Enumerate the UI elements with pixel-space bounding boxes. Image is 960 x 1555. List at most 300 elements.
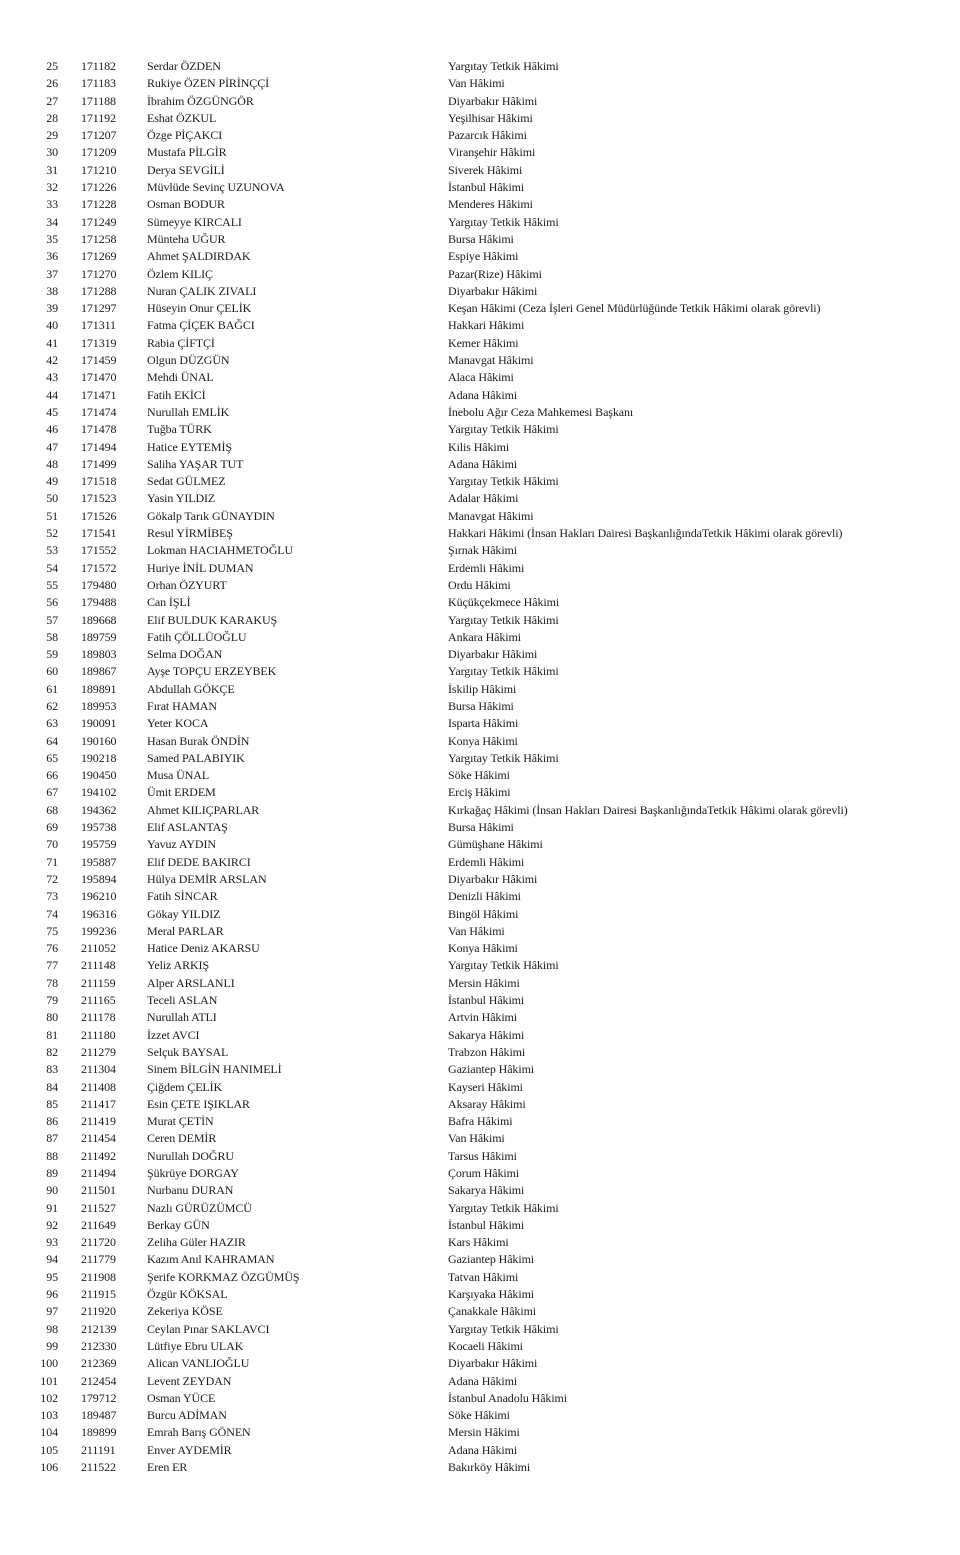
- duty-station: Erciş Hâkimi: [448, 785, 511, 800]
- appointment-list: [0, 58, 960, 1476]
- row-number: 56: [46, 595, 58, 610]
- registry-number: 171552: [81, 543, 117, 558]
- table-row: [0, 681, 960, 698]
- table-row: [0, 854, 960, 871]
- registry-number: 212369: [81, 1356, 117, 1371]
- duty-station: Kemer Hâkimi: [448, 335, 519, 350]
- registry-number: 171228: [81, 197, 117, 212]
- registry-number: 171269: [81, 249, 117, 264]
- row-number: 88: [46, 1148, 58, 1163]
- person-name: Burcu ADİMAN: [147, 1408, 227, 1423]
- table-row: [0, 957, 960, 974]
- duty-station: Gümüşhane Hâkimi: [448, 837, 543, 852]
- row-number: 30: [46, 145, 58, 160]
- table-row: [0, 1424, 960, 1441]
- person-name: Hasan Burak ÖNDİN: [147, 733, 250, 748]
- person-name: Özlem KILIÇ: [147, 266, 213, 281]
- row-number: 75: [46, 923, 58, 938]
- table-row: [0, 802, 960, 819]
- registry-number: 211178: [81, 1010, 116, 1025]
- registry-number: 171210: [81, 162, 117, 177]
- person-name: Ayşe TOPÇU ERZEYBEK: [147, 664, 277, 679]
- row-number: 101: [40, 1373, 58, 1388]
- duty-station: Yargıtay Tetkik Hâkimi: [448, 958, 559, 973]
- table-row: [0, 439, 960, 456]
- registry-number: 211720: [81, 1235, 116, 1250]
- person-name: Can İŞLİ: [147, 595, 191, 610]
- registry-number: 171209: [81, 145, 117, 160]
- row-number: 84: [46, 1079, 58, 1094]
- duty-station: Sakarya Hâkimi: [448, 1027, 525, 1042]
- duty-station: Erdemli Hâkimi: [448, 854, 525, 869]
- table-row: [0, 75, 960, 92]
- table-row: [0, 594, 960, 611]
- table-row: [0, 629, 960, 646]
- table-row: [0, 144, 960, 161]
- duty-station: Yargıtay Tetkik Hâkimi: [448, 1321, 559, 1336]
- duty-station: Diyarbakır Hâkimi: [448, 1356, 538, 1371]
- registry-number: 171518: [81, 474, 117, 489]
- person-name: Fatih SİNCAR: [147, 889, 218, 904]
- duty-station: Kars Hâkimi: [448, 1235, 509, 1250]
- duty-station: Küçükçekmece Hâkimi: [448, 595, 560, 610]
- registry-number: 189487: [81, 1408, 117, 1423]
- row-number: 45: [46, 404, 58, 419]
- table-row: [0, 1390, 960, 1407]
- registry-number: 211908: [81, 1269, 116, 1284]
- row-number: 90: [46, 1183, 58, 1198]
- registry-number: 195759: [81, 837, 117, 852]
- row-number: 66: [46, 768, 58, 783]
- row-number: 96: [46, 1287, 58, 1302]
- duty-station: Söke Hâkimi: [448, 1408, 510, 1423]
- table-row: [0, 577, 960, 594]
- duty-station: Bursa Hâkimi: [448, 698, 514, 713]
- duty-station: İstanbul Anadolu Hâkimi: [448, 1390, 568, 1405]
- registry-number: 189891: [81, 681, 117, 696]
- registry-number: 171226: [81, 180, 117, 195]
- row-number: 104: [40, 1425, 58, 1440]
- registry-number: 171541: [81, 526, 117, 541]
- row-number: 86: [46, 1114, 58, 1129]
- registry-number: 189668: [81, 612, 117, 627]
- row-number: 91: [46, 1200, 58, 1215]
- row-number: 64: [46, 733, 58, 748]
- table-row: [0, 715, 960, 732]
- table-row: [0, 733, 960, 750]
- row-number: 29: [46, 128, 58, 143]
- duty-station: Manavgat Hâkimi: [448, 508, 534, 523]
- person-name: Meral PARLAR: [147, 923, 224, 938]
- person-name: Özge PİÇAKCI: [147, 128, 223, 143]
- table-row: [0, 1373, 960, 1390]
- person-name: Serdar ÖZDEN: [147, 59, 221, 73]
- registry-number: 211920: [81, 1304, 116, 1319]
- table-row: [0, 490, 960, 507]
- registry-number: 212454: [81, 1373, 117, 1388]
- person-name: Ahmet KILIÇPARLAR: [147, 802, 260, 817]
- person-name: Yavuz AYDIN: [147, 837, 216, 852]
- table-row: [0, 1442, 960, 1459]
- person-name: Yasin YILDIZ: [147, 491, 216, 506]
- row-number: 92: [46, 1217, 58, 1232]
- duty-station: Tatvan Hâkimi: [448, 1269, 519, 1284]
- person-name: Fatma ÇİÇEK BAĞCI: [147, 318, 255, 333]
- person-name: İzzet AVCI: [147, 1027, 200, 1042]
- table-row: [0, 525, 960, 542]
- table-row: [0, 1286, 960, 1303]
- person-name: Sümeyye KIRCALI: [147, 214, 242, 229]
- registry-number: 190160: [81, 733, 117, 748]
- table-row: [0, 352, 960, 369]
- table-row: [0, 646, 960, 663]
- registry-number: 189759: [81, 629, 117, 644]
- row-number: 46: [46, 422, 58, 437]
- row-number: 80: [46, 1010, 58, 1025]
- person-name: Olgun DÜZGÜN: [147, 353, 230, 368]
- row-number: 70: [46, 837, 58, 852]
- table-row: [0, 214, 960, 231]
- registry-number: 211522: [81, 1460, 116, 1475]
- row-number: 73: [46, 889, 58, 904]
- table-row: [0, 317, 960, 334]
- row-number: 82: [46, 1044, 58, 1059]
- row-number: 26: [46, 76, 58, 91]
- duty-station: Espiye Hâkimi: [448, 249, 519, 264]
- person-name: Hatice Deniz AKARSU: [147, 941, 260, 956]
- person-name: Derya SEVGİLİ: [147, 162, 225, 177]
- registry-number: 171270: [81, 266, 117, 281]
- person-name: Müvlüde Sevinç UZUNOVA: [147, 180, 285, 195]
- row-number: 93: [46, 1235, 58, 1250]
- person-name: Çiğdem ÇELİK: [147, 1079, 223, 1094]
- row-number: 76: [46, 941, 58, 956]
- duty-station: Adana Hâkimi: [448, 456, 518, 471]
- person-name: Mustafa PİLGİR: [147, 145, 227, 160]
- registry-number: 211052: [81, 941, 116, 956]
- registry-number: 190218: [81, 750, 117, 765]
- duty-station: Yargıtay Tetkik Hâkimi: [448, 474, 559, 489]
- row-number: 99: [46, 1338, 58, 1353]
- duty-station: Yargıtay Tetkik Hâkimi: [448, 422, 559, 437]
- person-name: Resul YİRMİBEŞ: [147, 526, 233, 541]
- row-number: 52: [46, 526, 58, 541]
- registry-number: 171523: [81, 491, 117, 506]
- duty-station: Kırkağaç Hâkimi (İnsan Hakları Dairesi BaşkanlığındaTetkik Hâkimi olarak görevli): [448, 802, 848, 817]
- row-number: 71: [46, 854, 58, 869]
- person-name: Osman BODUR: [147, 197, 225, 212]
- duty-station: Isparta Hâkimi: [448, 716, 519, 731]
- row-number: 48: [46, 456, 58, 471]
- registry-number: 196316: [81, 906, 117, 921]
- row-number: 95: [46, 1269, 58, 1284]
- row-number: 60: [46, 664, 58, 679]
- duty-station: Trabzon Hâkimi: [448, 1044, 526, 1059]
- duty-station: Hakkari Hâkimi: [448, 318, 525, 333]
- table-row: [0, 940, 960, 957]
- registry-number: 171319: [81, 335, 117, 350]
- duty-station: Van Hâkimi: [448, 923, 505, 938]
- registry-number: 194362: [81, 802, 117, 817]
- table-row: [0, 750, 960, 767]
- table-row: [0, 784, 960, 801]
- duty-station: Yargıtay Tetkik Hâkimi: [448, 750, 559, 765]
- duty-station: Viranşehir Hâkimi: [448, 145, 536, 160]
- table-row: [0, 888, 960, 905]
- registry-number: 171526: [81, 508, 117, 523]
- person-name: Şerife KORKMAZ ÖZGÜMÜŞ: [147, 1269, 300, 1284]
- registry-number: 211527: [81, 1200, 116, 1215]
- registry-number: 211915: [81, 1287, 116, 1302]
- duty-station: Çanakkale Hâkimi: [448, 1304, 537, 1319]
- person-name: Gökay YILDIZ: [147, 906, 221, 921]
- registry-number: 211159: [81, 975, 116, 990]
- person-name: Emrah Barış GÖNEN: [147, 1425, 251, 1440]
- table-row: [0, 767, 960, 784]
- registry-number: 189953: [81, 698, 117, 713]
- duty-station: Van Hâkimi: [448, 76, 505, 91]
- table-row: [0, 819, 960, 836]
- person-name: Saliha YAŞAR TUT: [147, 456, 244, 471]
- person-name: Ahmet ŞALDIRDAK: [147, 249, 251, 264]
- duty-station: Pazar(Rize) Hâkimi: [448, 266, 542, 281]
- duty-station: Konya Hâkimi: [448, 733, 518, 748]
- registry-number: 171494: [81, 439, 117, 454]
- person-name: Eren ER: [147, 1460, 188, 1475]
- row-number: 59: [46, 647, 58, 662]
- duty-station: Bakırköy Hâkimi: [448, 1460, 531, 1475]
- duty-station: Söke Hâkimi: [448, 768, 510, 783]
- person-name: Elif BULDUK KARAKUŞ: [147, 612, 278, 627]
- registry-number: 211165: [81, 993, 116, 1008]
- registry-number: 211492: [81, 1148, 116, 1163]
- table-row: [0, 1079, 960, 1096]
- duty-station: İstanbul Hâkimi: [448, 993, 525, 1008]
- table-row: [0, 335, 960, 352]
- row-number: 87: [46, 1131, 58, 1146]
- person-name: Lokman HACIAHMETOĞLU: [147, 543, 294, 558]
- row-number: 38: [46, 283, 58, 298]
- person-name: Nurullah EMLİK: [147, 404, 230, 419]
- table-row: [0, 923, 960, 940]
- duty-station: Keşan Hâkimi (Ceza İşleri Genel Müdürlüğünde Tetkik Hâkimi olarak görevli): [448, 301, 821, 316]
- duty-station: İnebolu Ağır Ceza Mahkemesi Başkanı: [448, 404, 634, 419]
- person-name: Nurbanu DURAN: [147, 1183, 234, 1198]
- registry-number: 194102: [81, 785, 117, 800]
- registry-number: 171470: [81, 370, 117, 385]
- person-name: Lütfiye Ebru ULAK: [147, 1338, 244, 1353]
- duty-station: Adana Hâkimi: [448, 387, 518, 402]
- row-number: 77: [46, 958, 58, 973]
- person-name: Şükrüye DORGAY: [147, 1166, 239, 1180]
- table-row: [0, 836, 960, 853]
- duty-station: İskilip Hâkimi: [448, 681, 517, 696]
- row-number: 41: [46, 335, 58, 350]
- registry-number: 211779: [81, 1252, 116, 1267]
- duty-station: Menderes Hâkimi: [448, 197, 533, 212]
- duty-station: Bursa Hâkimi: [448, 231, 514, 246]
- duty-station: Tarsus Hâkimi: [448, 1148, 517, 1163]
- duty-station: Konya Hâkimi: [448, 941, 518, 956]
- person-name: Münteha UĞUR: [147, 231, 226, 246]
- row-number: 49: [46, 474, 58, 489]
- duty-station: Gaziantep Hâkimi: [448, 1252, 535, 1267]
- person-name: Nurullah ATLI: [147, 1010, 217, 1025]
- person-name: Osman YÜCE: [147, 1390, 216, 1405]
- registry-number: 171182: [81, 59, 116, 73]
- registry-number: 211454: [81, 1131, 116, 1146]
- duty-station: Adana Hâkimi: [448, 1442, 518, 1457]
- duty-station: Karşıyaka Hâkimi: [448, 1287, 535, 1302]
- table-row: [0, 231, 960, 248]
- table-row: [0, 93, 960, 110]
- duty-station: Mersin Hâkimi: [448, 975, 520, 990]
- person-name: Hüseyin Onur ÇELİK: [147, 301, 252, 316]
- row-number: 40: [46, 318, 58, 333]
- duty-station: Yargıtay Tetkik Hâkimi: [448, 1200, 559, 1215]
- table-row: [0, 196, 960, 213]
- table-row: [0, 179, 960, 196]
- row-number: 103: [40, 1408, 58, 1423]
- row-number: 85: [46, 1096, 58, 1111]
- registry-number: 189899: [81, 1425, 117, 1440]
- row-number: 54: [46, 560, 58, 575]
- person-name: Ceylan Pınar SAKLAVCI: [147, 1321, 270, 1336]
- row-number: 51: [46, 508, 58, 523]
- registry-number: 211191: [81, 1442, 116, 1457]
- duty-station: Adana Hâkimi: [448, 1373, 518, 1388]
- person-name: Tuğba TÜRK: [147, 422, 212, 437]
- registry-number: 211417: [81, 1096, 116, 1111]
- person-name: Hülya DEMİR ARSLAN: [147, 871, 267, 886]
- row-number: 98: [46, 1321, 58, 1336]
- table-row: [0, 1148, 960, 1165]
- row-number: 105: [40, 1442, 58, 1457]
- row-number: 35: [46, 231, 58, 246]
- person-name: Teceli ASLAN: [147, 993, 218, 1008]
- table-row: [0, 1009, 960, 1026]
- table-row: [0, 283, 960, 300]
- person-name: Zekeriya KÖSE: [147, 1304, 223, 1319]
- row-number: 72: [46, 871, 58, 886]
- registry-number: 196210: [81, 889, 117, 904]
- person-name: Nazlı GÜRÜZÜMCÜ: [147, 1200, 252, 1215]
- duty-station: Manavgat Hâkimi: [448, 353, 534, 368]
- row-number: 78: [46, 975, 58, 990]
- table-row: [0, 698, 960, 715]
- row-number: 58: [46, 629, 58, 644]
- registry-number: 211304: [81, 1062, 116, 1077]
- table-row: [0, 1027, 960, 1044]
- person-name: Huriye İNİL DUMAN: [147, 560, 254, 575]
- person-name: Nurullah DOĞRU: [147, 1148, 234, 1163]
- duty-station: Adalar Hâkimi: [448, 491, 519, 506]
- person-name: Sedat GÜLMEZ: [147, 474, 226, 489]
- registry-number: 211494: [81, 1166, 116, 1180]
- row-number: 83: [46, 1062, 58, 1077]
- registry-number: 171499: [81, 456, 117, 471]
- table-row: [0, 1355, 960, 1372]
- table-row: [0, 1061, 960, 1078]
- person-name: Alper ARSLANLI: [147, 975, 235, 990]
- duty-station: Diyarbakır Hâkimi: [448, 647, 538, 662]
- registry-number: 195738: [81, 820, 117, 835]
- person-name: Kazım Anıl KAHRAMAN: [147, 1252, 275, 1267]
- duty-station: Denizli Hâkimi: [448, 889, 521, 904]
- row-number: 43: [46, 370, 58, 385]
- person-name: Berkay GÜN: [147, 1217, 210, 1232]
- table-row: [0, 663, 960, 680]
- registry-number: 179488: [81, 595, 117, 610]
- row-number: 44: [46, 387, 58, 402]
- table-row: [0, 508, 960, 525]
- duty-station: Yargıtay Tetkik Hâkimi: [448, 664, 559, 679]
- registry-number: 171288: [81, 283, 117, 298]
- table-row: [0, 612, 960, 629]
- registry-number: 171572: [81, 560, 117, 575]
- table-row: [0, 906, 960, 923]
- duty-station: Yargıtay Tetkik Hâkimi: [448, 59, 559, 73]
- person-name: Orhan ÖZYURT: [147, 577, 227, 592]
- duty-station: Artvin Hâkimi: [448, 1010, 518, 1025]
- row-number: 55: [46, 577, 58, 592]
- table-row: [0, 871, 960, 888]
- person-name: İbrahim ÖZGÜNGÖR: [147, 93, 254, 108]
- registry-number: 171459: [81, 353, 117, 368]
- registry-number: 171478: [81, 422, 117, 437]
- table-row: [0, 369, 960, 386]
- table-row: [0, 162, 960, 179]
- registry-number: 212139: [81, 1321, 117, 1336]
- row-number: 57: [46, 612, 58, 627]
- duty-station: Kayseri Hâkimi: [448, 1079, 523, 1094]
- registry-number: 171207: [81, 128, 117, 143]
- duty-station: Yargıtay Tetkik Hâkimi: [448, 214, 559, 229]
- duty-station: Kilis Hâkimi: [448, 439, 510, 454]
- registry-number: 171258: [81, 231, 117, 246]
- registry-number: 211501: [81, 1183, 116, 1198]
- registry-number: 211419: [81, 1114, 116, 1129]
- row-number: 69: [46, 820, 58, 835]
- registry-number: 171474: [81, 404, 117, 419]
- duty-station: Bursa Hâkimi: [448, 820, 514, 835]
- table-row: [0, 992, 960, 1009]
- row-number: 74: [46, 906, 58, 921]
- table-row: [0, 473, 960, 490]
- registry-number: 199236: [81, 923, 117, 938]
- table-row: [0, 1165, 960, 1182]
- person-name: Mehdi ÜNAL: [147, 370, 214, 385]
- table-row: [0, 975, 960, 992]
- person-name: Selçuk BAYSAL: [147, 1044, 229, 1059]
- person-name: Nuran ÇALIK ZIVALI: [147, 283, 257, 298]
- row-number: 65: [46, 750, 58, 765]
- table-row: [0, 1251, 960, 1268]
- duty-station: Mersin Hâkimi: [448, 1425, 520, 1440]
- registry-number: 211649: [81, 1217, 116, 1232]
- duty-station: Ankara Hâkimi: [448, 629, 522, 644]
- person-name: Sinem BİLGİN HANIMELİ: [147, 1062, 282, 1077]
- person-name: Selma DOĞAN: [147, 647, 223, 662]
- row-number: 37: [46, 266, 58, 281]
- registry-number: 195887: [81, 854, 117, 869]
- person-name: Musa ÜNAL: [147, 768, 210, 783]
- row-number: 79: [46, 993, 58, 1008]
- person-name: Hatice EYTEMİŞ: [147, 439, 232, 454]
- person-name: Rukiye ÖZEN PİRİNÇÇİ: [147, 76, 269, 91]
- table-row: [0, 1459, 960, 1476]
- registry-number: 179712: [81, 1390, 117, 1405]
